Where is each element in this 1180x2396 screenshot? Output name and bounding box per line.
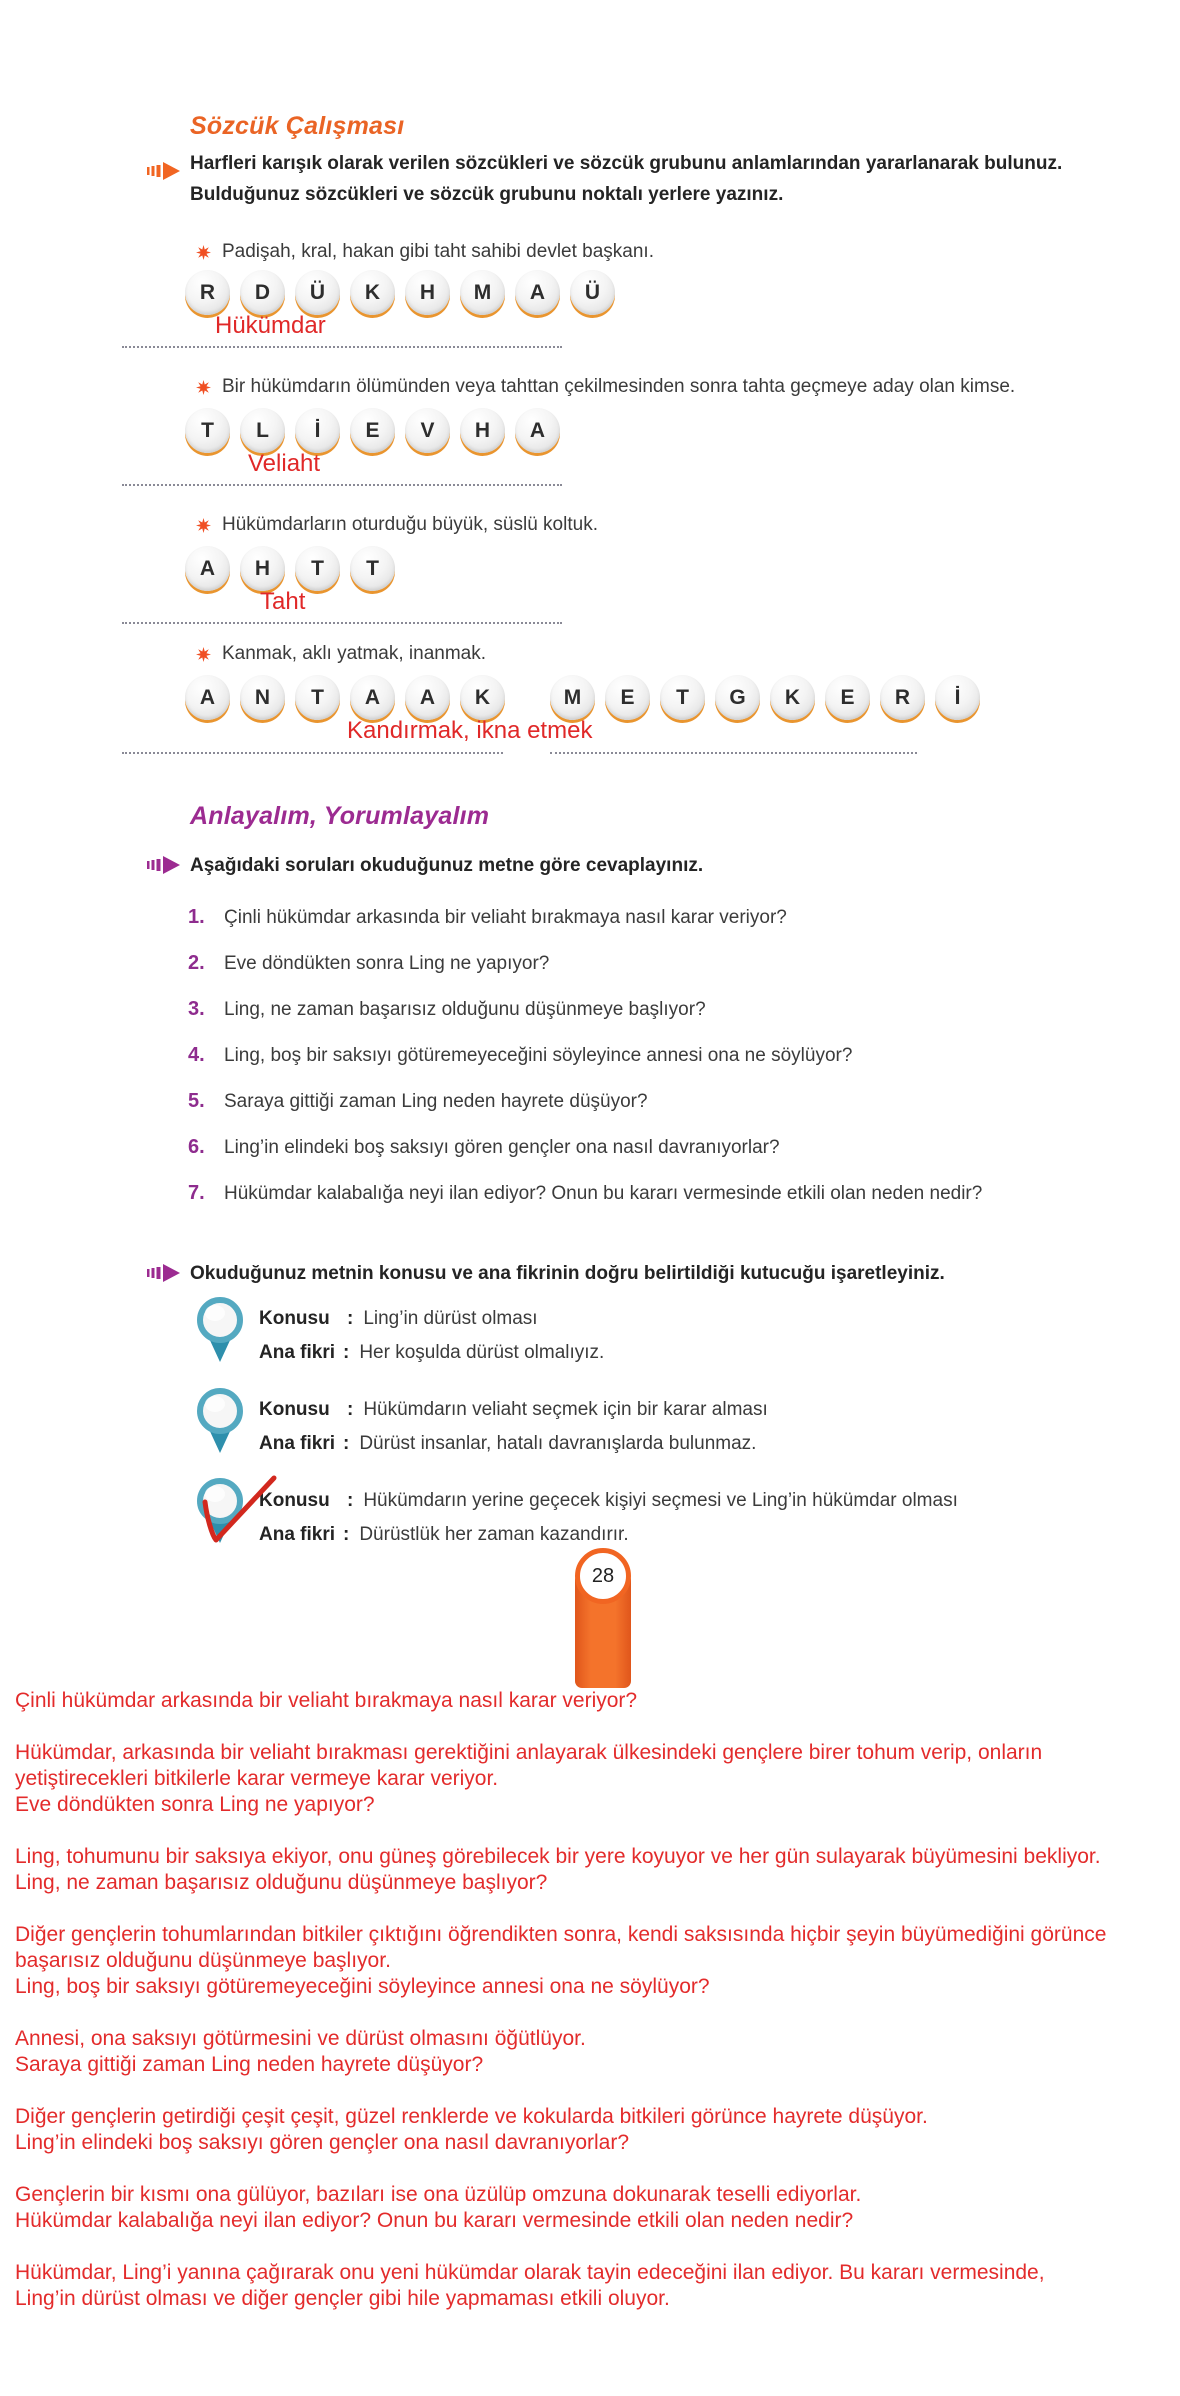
question-text: Ling’in elindeki boş saksıyı gören gençler ona nasıl davranıyorlar? bbox=[224, 1137, 780, 1158]
overlay-answer: Hükümdar, arkasında bir veliaht bırakması gerektiğini anlayarak ülkesindeki gençlere birer tohum verip, onların yetiştirecekleri bitkilerle karar vermeye karar veriyor. bbox=[15, 1741, 1043, 1790]
check-mark bbox=[198, 1472, 283, 1552]
section-title-anlayalim: Anlayalım, Yorumlayalım bbox=[190, 802, 490, 830]
letter-tile: M bbox=[550, 675, 595, 720]
question-number: 7. bbox=[188, 1182, 205, 1204]
letter-tile: D bbox=[240, 270, 285, 315]
question-item bbox=[188, 952, 549, 975]
letter-tiles-row bbox=[185, 675, 980, 720]
question-number: 3. bbox=[188, 998, 205, 1020]
konusu-label: Konusu bbox=[259, 1308, 330, 1329]
option-konusu-row bbox=[259, 1399, 768, 1421]
handwritten-answer: Kandırmak, ikna etmek bbox=[347, 717, 593, 744]
colon: : bbox=[343, 1342, 350, 1363]
clue-text: Hükümdarların oturduğu büyük, süslü koltuk. bbox=[222, 514, 598, 535]
letter-tile: K bbox=[350, 270, 395, 315]
anafikri-text: Dürüstlük her zaman kazandırır. bbox=[359, 1524, 629, 1545]
handwritten-answer: Veliaht bbox=[248, 450, 321, 477]
question-item bbox=[188, 1090, 648, 1113]
letter-tiles-row bbox=[185, 546, 395, 591]
konusu-text: Hükümdarın yerine geçecek kişiyi seçmesi ve Ling’in hükümdar olması bbox=[363, 1490, 958, 1511]
overlay-question: Ling’in elindeki boş saksıyı gören gençler ona nasıl davranıyorlar? bbox=[15, 2131, 630, 2154]
clue-item bbox=[196, 241, 654, 263]
letter-tile: İ bbox=[295, 408, 340, 453]
letter-tile: K bbox=[460, 675, 505, 720]
anafikri-text: Her koşulda dürüst olmalıyız. bbox=[359, 1342, 605, 1363]
answer-blank-line[interactable] bbox=[550, 750, 917, 754]
letter-tile: A bbox=[185, 675, 230, 720]
option-anafikri-row bbox=[259, 1433, 756, 1455]
clue-item bbox=[196, 643, 486, 665]
overlay-answer: Gençlerin bir kısmı ona gülüyor, bazıları ise ona üzülüp omzuna dokunarak teselli ediyorlar. bbox=[15, 2183, 862, 2206]
letter-tile: A bbox=[185, 546, 230, 591]
overlay-question: Çinli hükümdar arkasında bir veliaht bırakmaya nasıl karar veriyor? bbox=[15, 1689, 638, 1712]
letter-tile: T bbox=[660, 675, 705, 720]
letter-tile: E bbox=[605, 675, 650, 720]
option-konusu-row bbox=[259, 1308, 538, 1330]
question-text: Ling, ne zaman başarısız olduğunu düşünmeye başlıyor? bbox=[224, 999, 706, 1020]
letter-tile: T bbox=[350, 546, 395, 591]
answer-blank-line[interactable] bbox=[122, 750, 503, 754]
konusu-text: Hükümdarın veliaht seçmek için bir karar alması bbox=[363, 1399, 768, 1420]
question-item bbox=[188, 906, 787, 929]
letter-tile: G bbox=[715, 675, 760, 720]
letter-tile: T bbox=[295, 675, 340, 720]
question-text: Saraya gittiği zaman Ling neden hayrete düşüyor? bbox=[224, 1091, 648, 1112]
question-number: 6. bbox=[188, 1136, 205, 1158]
letter-tile: T bbox=[185, 408, 230, 453]
star-bullet-icon bbox=[196, 518, 211, 533]
star-bullet-icon bbox=[196, 245, 211, 260]
clue-item bbox=[196, 376, 1015, 398]
overlay-question: Saraya gittiği zaman Ling neden hayrete düşüyor? bbox=[15, 2053, 484, 2076]
letter-tile: Ü bbox=[570, 270, 615, 315]
letter-tile: E bbox=[350, 408, 395, 453]
overlay-question: Eve döndükten sonra Ling ne yapıyor? bbox=[15, 1793, 375, 1816]
konusu-label: Konusu bbox=[259, 1490, 330, 1511]
option-anafikri-row bbox=[259, 1342, 604, 1364]
overlay-question: Hükümdar kalabalığa neyi ilan ediyor? Onun bu kararı vermesinde etkili olan neden nedir? bbox=[15, 2209, 854, 2232]
letter-tile: A bbox=[350, 675, 395, 720]
arrow-icon bbox=[147, 856, 181, 874]
anafikri-label: Ana fikri bbox=[259, 1524, 336, 1545]
overlay-question: Ling, ne zaman başarısız olduğunu düşünmeye başlıyor? bbox=[15, 1871, 548, 1894]
question-text: Ling, boş bir saksıyı götüremeyeceğini söyleyince annesi ona ne söylüyor? bbox=[224, 1045, 853, 1066]
clue-text: Bir hükümdarın ölümünden veya tahttan çekilmesinden sonra tahta geçmeye aday olan kimse. bbox=[222, 376, 1016, 397]
letter-tile: L bbox=[240, 408, 285, 453]
letter-tile: Ü bbox=[295, 270, 340, 315]
question-number: 2. bbox=[188, 952, 205, 974]
letter-tile: A bbox=[515, 408, 560, 453]
letter-tile: İ bbox=[935, 675, 980, 720]
colon: : bbox=[347, 1490, 354, 1511]
instruction-mark-box: Okuduğunuz metnin konusu ve ana fikrinin doğru belirtildiği kutucuğu işaretleyiniz. bbox=[190, 1263, 945, 1284]
colon: : bbox=[347, 1308, 354, 1329]
question-item bbox=[188, 1044, 852, 1067]
letter-tile: A bbox=[515, 270, 560, 315]
letter-tiles-row bbox=[185, 270, 615, 315]
colon: : bbox=[343, 1433, 350, 1454]
question-number: 4. bbox=[188, 1044, 205, 1066]
option-konusu-row bbox=[259, 1490, 958, 1512]
arrow-icon bbox=[147, 162, 181, 180]
letter-tile: H bbox=[240, 546, 285, 591]
clue-item bbox=[196, 514, 598, 536]
colon: : bbox=[347, 1399, 354, 1420]
letter-tiles-row bbox=[185, 408, 560, 453]
colon: : bbox=[343, 1524, 350, 1545]
star-bullet-icon bbox=[196, 647, 211, 662]
question-item bbox=[188, 1136, 780, 1159]
anafikri-text: Dürüst insanlar, hatalı davranışlarda bulunmaz. bbox=[359, 1433, 757, 1454]
letter-tile: K bbox=[770, 675, 815, 720]
answer-blank-line[interactable] bbox=[122, 482, 562, 486]
letter-tile: N bbox=[240, 675, 285, 720]
overlay-answer: Annesi, ona saksıyı götürmesini ve dürüst olmasını öğütlüyor. bbox=[15, 2027, 586, 2050]
page-number-badge bbox=[575, 1548, 631, 1604]
option-pin-checkbox[interactable] bbox=[195, 1296, 245, 1368]
question-text: Çinli hükümdar arkasında bir veliaht bırakmaya nasıl karar veriyor? bbox=[224, 907, 787, 928]
instruction-answer-questions: Aşağıdaki soruları okuduğunuz metne göre cevaplayınız. bbox=[190, 855, 704, 876]
handwritten-answer: Hükümdar bbox=[215, 312, 326, 339]
question-number: 1. bbox=[188, 906, 205, 928]
konusu-label: Konusu bbox=[259, 1399, 330, 1420]
handwritten-answer: Taht bbox=[260, 588, 306, 615]
overlay-answer: Diğer gençlerin tohumlarından bitkiler çıktığını öğrendikten sonra, kendi saksısında hiçbir şeyin büyümediğini görünce başarısız olduğunu düşünmeye başlıyor. bbox=[15, 1923, 1107, 1972]
overlay-answer: Diğer gençlerin getirdiği çeşit çeşit, güzel renklerde ve kokularda bitkileri görünce hayrete düşüyor. bbox=[15, 2105, 928, 2128]
letter-tile: R bbox=[880, 675, 925, 720]
overlay-answer: Hükümdar, Ling’i yanına çağırarak onu yeni hükümdar olarak tayin edeceğini ilan ediyor. Bu kararı vermesinde, Ling’in dürüst olması ve diğer gençler gibi hile yapmaması etkili oluyor. bbox=[15, 2261, 1045, 2310]
overlay-answer: Ling, tohumunu bir saksıya ekiyor, onu güneş görebilecek bir yere koyuyor ve her gün sulayarak büyümesini bekliyor. bbox=[15, 1845, 1101, 1868]
option-anafikri-row bbox=[259, 1524, 629, 1546]
letter-tile: M bbox=[460, 270, 505, 315]
letter-tile: R bbox=[185, 270, 230, 315]
konusu-text: Ling’in dürüst olması bbox=[363, 1308, 538, 1329]
letter-tile: A bbox=[405, 675, 450, 720]
letter-tile: V bbox=[405, 408, 450, 453]
question-number: 5. bbox=[188, 1090, 205, 1112]
answer-blank-line[interactable] bbox=[122, 620, 562, 624]
clue-text: Padişah, kral, hakan gibi taht sahibi devlet başkanı. bbox=[222, 241, 654, 262]
section-title-sozcuk-calismasi: Sözcük Çalışması bbox=[190, 112, 405, 140]
question-text: Eve döndükten sonra Ling ne yapıyor? bbox=[224, 953, 550, 974]
letter-tile: T bbox=[295, 546, 340, 591]
answer-blank-line[interactable] bbox=[122, 344, 562, 348]
overlay-question: Ling, boş bir saksıyı götüremeyeceğini söyleyince annesi ona ne söylüyor? bbox=[15, 1975, 710, 1998]
typed-answers-overlay bbox=[15, 1688, 1107, 2312]
option-pin-checkbox[interactable] bbox=[195, 1387, 245, 1459]
clue-text: Kanmak, aklı yatmak, inanmak. bbox=[222, 643, 486, 664]
question-text: Hükümdar kalabalığa neyi ilan ediyor? Onun bu kararı vermesinde etkili olan neden nedir? bbox=[224, 1183, 983, 1204]
letter-tile: E bbox=[825, 675, 870, 720]
anafikri-label: Ana fikri bbox=[259, 1433, 336, 1454]
letter-group-gap bbox=[515, 675, 540, 720]
anafikri-label: Ana fikri bbox=[259, 1342, 336, 1363]
instruction-find-words: Harfleri karışık olarak verilen sözcükleri ve sözcük grubunu anlamlarından yararlanarak bulunuz. Bulduğunuz sözcükleri ve sözcük grubunu noktalı yerlere yazınız. bbox=[190, 153, 1063, 205]
question-item bbox=[188, 998, 706, 1021]
letter-tile: H bbox=[405, 270, 450, 315]
star-bullet-icon bbox=[196, 380, 211, 395]
arrow-icon bbox=[147, 1264, 181, 1282]
page-number: 28 bbox=[591, 1564, 615, 1587]
letter-tile: H bbox=[460, 408, 505, 453]
question-item bbox=[188, 1182, 982, 1205]
